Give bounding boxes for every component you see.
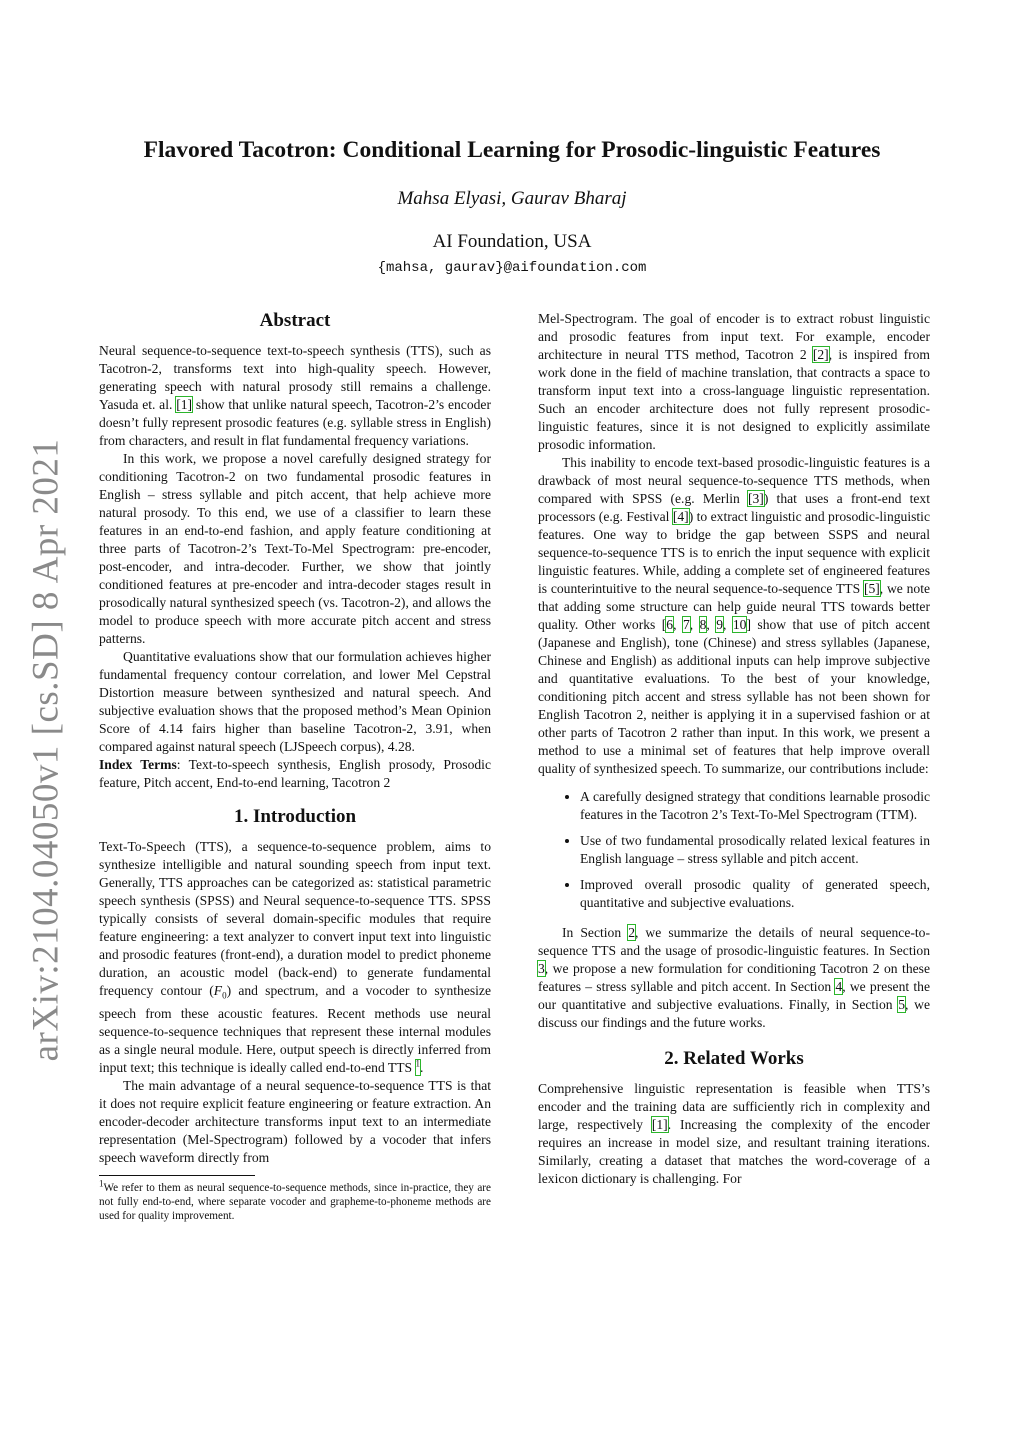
section-link[interactable]: 4 <box>835 979 843 994</box>
index-terms: Index Terms: Text-to-speech synthesis, English prosody, Prosodic feature, Pitch accent, End-to-end learning, Tacotron 2 <box>99 757 491 790</box>
footnote-divider <box>99 1175 255 1176</box>
list-item: • Improved overall prosodic quality of generated speech, quantitative and subjective evaluations. <box>580 876 930 912</box>
citation-link[interactable]: 7 <box>682 617 690 632</box>
related-works-paragraph: Comprehensive linguistic representation is feasible when TTS’s encoder and the training data are sufficiently rich in complexity and large, respectively [1]. Increasing the complexity of the encoder requires an increase in model size, and resultant training iterations. Similarly, creating a dataset that matches the word-coverage of a lexicon dictionary is challenging. For <box>538 1081 930 1186</box>
arxiv-identifier <box>16 438 76 1062</box>
citation-link[interactable]: [2] <box>812 347 829 362</box>
paper-title: Flavored Tacotron: Conditional Learning for Prosodic-linguistic Features <box>143 137 881 163</box>
authors: Mahsa Elyasi, Gaurav Bharaj <box>397 188 627 209</box>
abstract-paragraph-2: In this work, we propose a novel carefully designed strategy for conditioning Tacotron-2 on two fundamental prosodic features in English – stress syllable and pitch accent, that help achieve more natural prosody. To this end, we use of a classifier to learn these features in an end-to-end fashion, and apply feature conditioning at three parts of Tacotron-2’s Text-To-Mel Spectrogram: pre-encoder, post-encoder, and intra-decoder. Further, we show that jointly conditioned features at pre-encoder and intra-decoder stages result in prosodically natural synthesized speech (vs. Tacotron-2), and allows the model to produce speech with more accurate pitch accent and stress patterns. <box>99 451 491 646</box>
right-paragraph-2: This inability to encode text-based prosodic-linguistic features is a drawback of most neural sequence-to-sequence TTS methods, when compared with SPSS (e.g. Merlin [3]) that uses a front-end text processors (e.g. Festival [4]) to extract linguistic and prosodic-linguistic features. One way to bridge the gap between SSPS and neural sequence-to-sequence TTS is to enrich the input sequence with explicit linguistic features. While, adding a complete set of engineered features is counterintuitive to the neural sequence-to-sequence TTS [5], we note that adding some structure can help guide neural TTS towards better quality. Other works [6, 7, 8, 9, 10] show that use of pitch accent (Japanese and English), tone (Chinese) and stress syllables (Japanese, Chinese and English) as additional inputs can help improve subjective and quantitative evaluations. To the best of your knowledge, conditioning pitch accent and stress syllable has not been shown for English Tacotron 2, neither is applying it in a supervised fashion or at other parts of Tacotron 2 rather than input. In this work, we present a method to use a minimal set of features that help improve overall quality of synthesized speech. To summarize, our contributions include: <box>538 455 931 776</box>
affiliation: AI Foundation, USA <box>432 231 592 252</box>
related-works-heading: 2. Related Works <box>664 1048 804 1069</box>
abstract-heading: Abstract <box>259 310 331 331</box>
intro-paragraph-1: Text-To-Speech (TTS), a sequence-to-sequence problem, aims to synthesize intelligible and natural sounding speech from input text. Generally, TTS approaches can be categorized as: statistical parametric speech synthesis (SPSS) and Neural sequence-to-sequence TTS. SPSS typically consists of several domain-specific modules that require feature engineering: a text analyzer to convert input text into linguistic and prosodic features (front-end), a duration model to predict phoneme duration, an acoustic model (back-end) to generate fundamental frequency contour $(F_0)$ and spectrum, and a vocoder to synthesize speech from these acoustic features. Recent methods use neural sequence-to-sequence techniques that represent these internal modules as a single neural module. Here, output speech is directly inferred from input text; this technique is ideally called end-to-end TTS $^1$. <box>99 839 491 1075</box>
abstract-paragraph-3: Quantitative evaluations show that our formulation achieves higher fundamental frequency contour correlation, and lower Mel Cepstral Distortion measure between synthesized and natural speech. And subjective evaluation shows that the proposed method’s Mean Opinion Score of 4.14 fairs higher than baseline Tacotron-2, 3.91, when compared against natural speech (LJSpeech corpus), 4.28. <box>99 649 491 754</box>
citation-link[interactable]: [5] <box>863 581 880 596</box>
section-link[interactable]: 3 <box>538 961 545 976</box>
abstract-paragraph-1: Neural sequence-to-sequence text-to-speech synthesis (TTS), such as Tacotron-2, transforms text into high-quality speech. However, generating speech with natural prosody still remains a challenge. Yasuda et. al. [1] show that unlike natural speech, Tacotron-2’s encoder doesn’t fully represent prosodic features (e.g. syllable stress in English) from characters, and result in flat fundamental frequency variations. <box>99 343 491 448</box>
footnote-link[interactable]: 1 <box>416 1060 421 1075</box>
citation-link[interactable]: 6 <box>666 617 674 632</box>
intro-paragraph-2: The main advantage of a neural sequence-to-sequence TTS is that it does not require explicit feature engineering or feature extraction. An encoder-decoder architecture transforms input text to an intermediate representation (Mel-Spectrogram) followed by a vocoder that infers speech waveform directly from <box>99 1077 491 1165</box>
citation-link[interactable]: 8 <box>699 617 707 632</box>
footnote: $^1$We refer to them as neural sequence-to-sequence methods, since in-practice, they are not fully end-to-end, where separate vocoder and grapheme-to-phoneme methods are used for quality improvement. <box>99 1177 491 1222</box>
contributions-list <box>538 788 930 912</box>
section-link[interactable]: 5 <box>898 997 906 1012</box>
citation-link[interactable]: [1] <box>176 397 193 412</box>
section-link[interactable]: 2 <box>628 925 635 940</box>
citation-link[interactable]: [3] <box>747 491 764 506</box>
introduction-heading: 1. Introduction <box>233 806 357 827</box>
citation-link[interactable]: 9 <box>716 617 724 632</box>
arxiv-identifier-text: arXiv:2104.04050v1 [cs.SD] 8 Apr 2021 <box>25 438 67 1062</box>
citation-link[interactable]: [4] <box>672 509 689 524</box>
right-column <box>538 310 930 1188</box>
list-item: • A carefully designed strategy that conditions learnable prosodic features in the Tacotron 2’s Text-To-Mel Spectrogram (TTM). <box>580 788 930 824</box>
list-item: • Use of two fundamental prosodically related lexical features in English language – stress syllable and pitch accent. <box>580 832 930 868</box>
right-paragraph-1: Mel-Spectrogram. The goal of encoder is to extract robust linguistic and prosodic features from input text. For example, encoder architecture in neural TTS method, Tacotron 2 [2], is inspired from work done in the field of machine translation, that contracts a space to transform input text into a cross-language linguistic representation. Such an encoder architecture does not fully represent prosodic-linguistic features, since it is not designed to explicitly assimilate prosodic information. <box>538 311 931 452</box>
right-paragraph-3: In Section 2, we summarize the details of neural sequence-to-sequence TTS and the usage of prosodic-linguistic features. In Section 3, we propose a new formulation for conditioning Tacotron 2 on these features – stress syllable and pitch accent. In Section 4, we present the our quantitative and subjective evaluations. Finally, in Section 5, we discuss our findings and the future works. <box>538 925 931 1030</box>
email: {mahsa, gaurav}@aifoundation.com <box>377 260 647 276</box>
left-column <box>99 310 491 1223</box>
citation-link[interactable]: 10 <box>732 617 747 632</box>
citation-link[interactable]: [1] <box>651 1117 668 1132</box>
